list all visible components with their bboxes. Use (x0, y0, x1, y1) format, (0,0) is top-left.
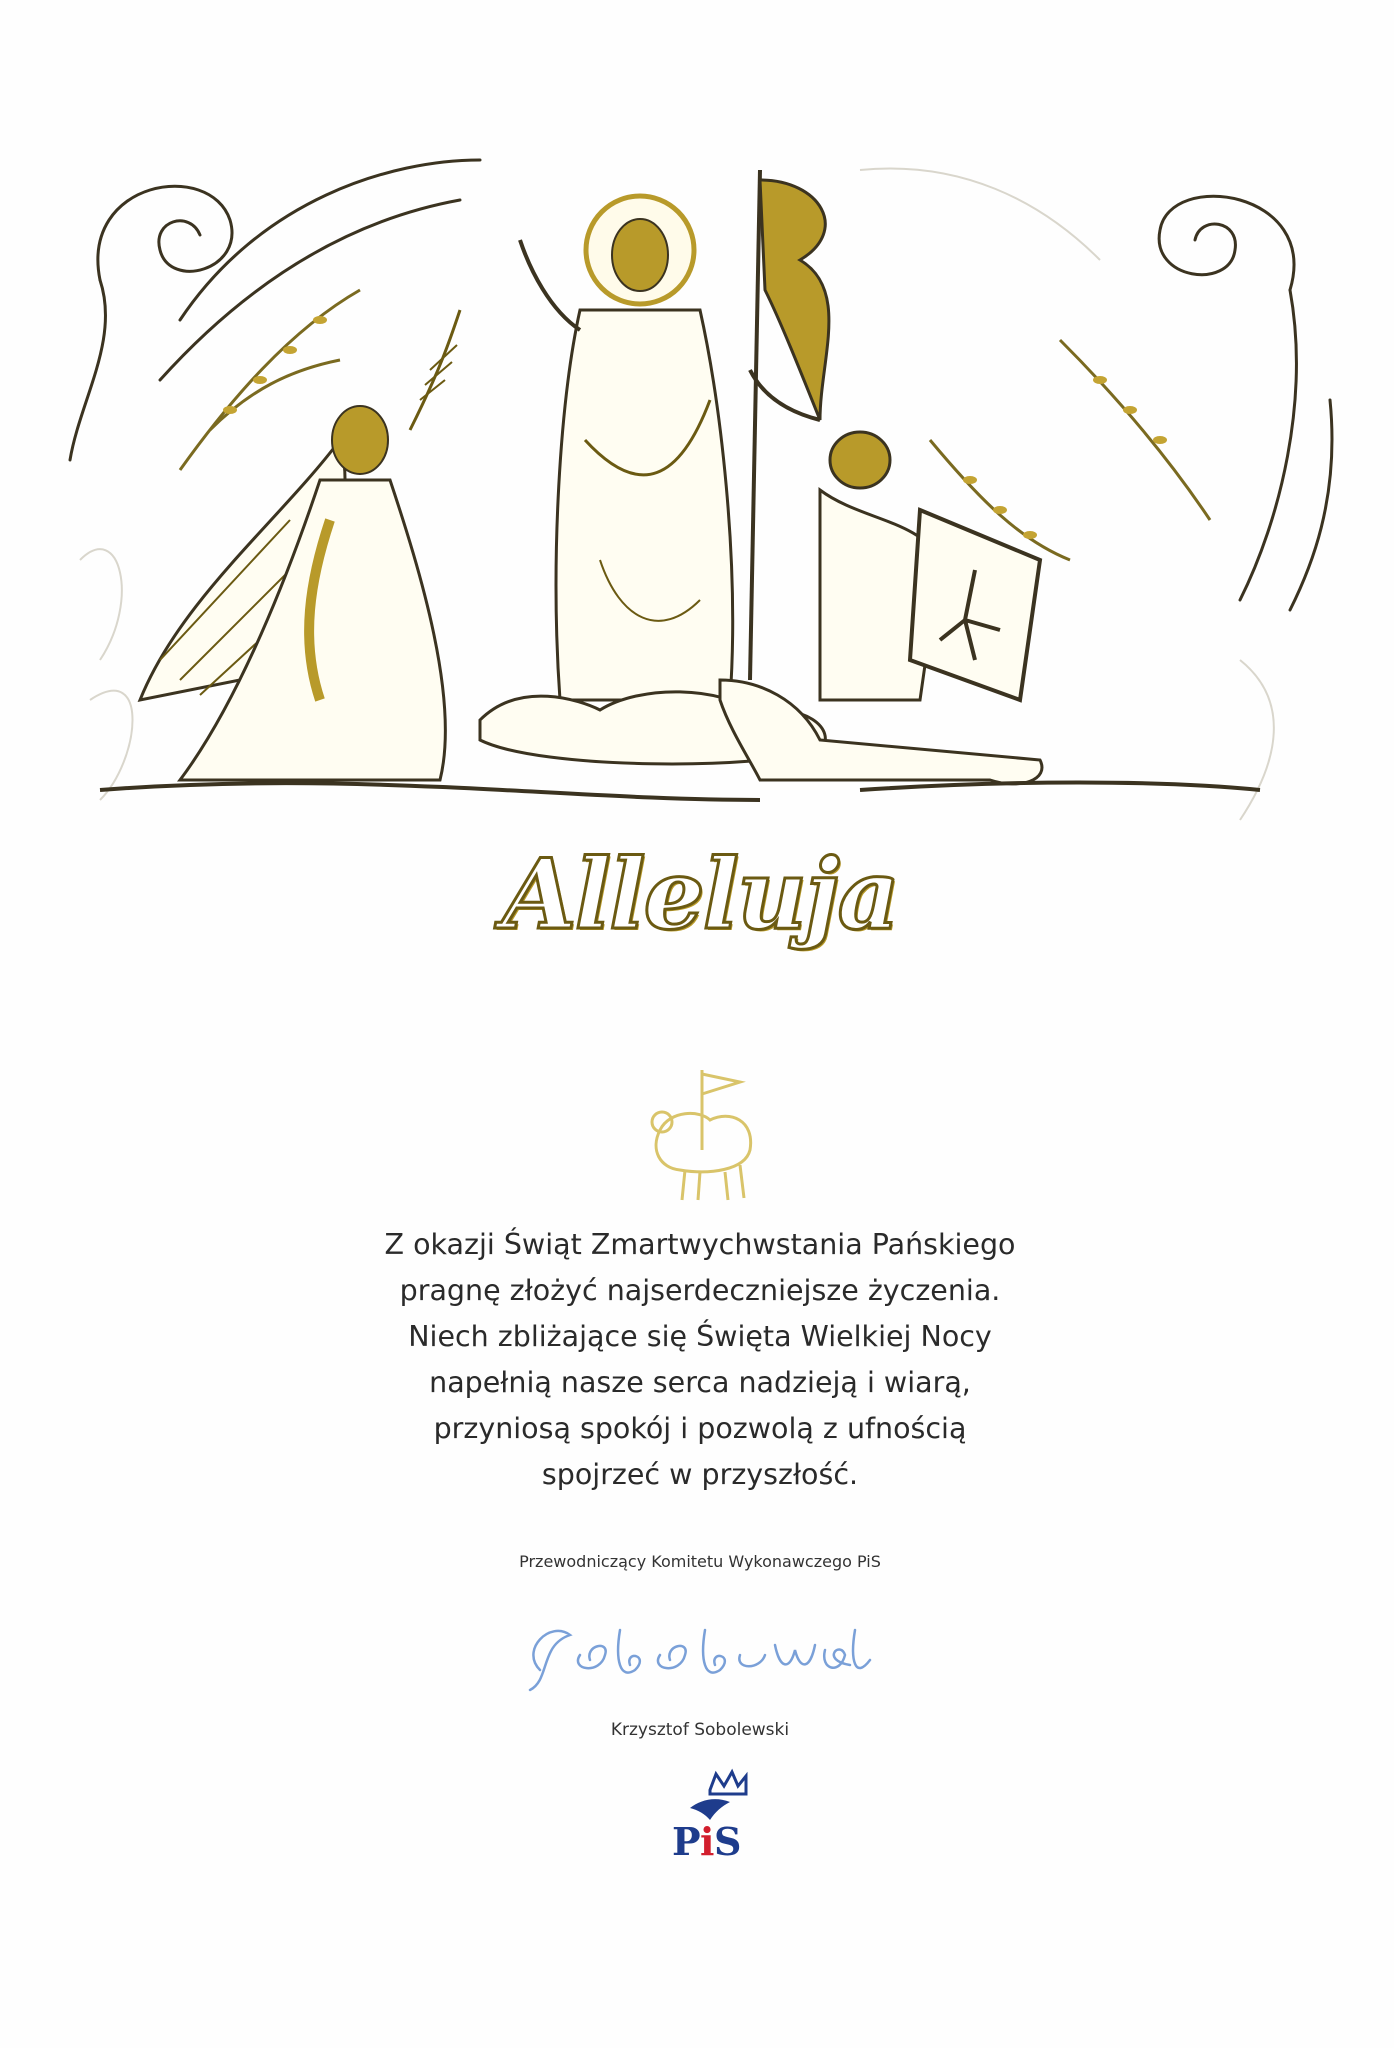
greeting-line: Z okazji Świąt Zmartwychwstania Pańskiego (384, 1228, 1016, 1261)
handwritten-signature (510, 1600, 890, 1710)
svg-text:S: S (714, 1819, 742, 1864)
svg-text:i: i (700, 1819, 715, 1864)
greeting-text (300, 1222, 1100, 1498)
svg-text:P: P (672, 1819, 701, 1864)
greeting-line: napełnią nasze serca nadzieją i wiarą, (429, 1366, 971, 1399)
greeting-line: spojrzeć w przyszłość. (541, 1458, 859, 1491)
pis-logo (660, 1760, 770, 1870)
headline-alleluja: Alleluja (502, 838, 898, 951)
greeting-line: pragnę złożyć najserdeczniejsze życzenia. (399, 1274, 1001, 1307)
greeting-line: Niech zbliżające się Święta Wielkiej Nocy (408, 1320, 992, 1353)
signer-role: Przewodniczący Komitetu Wykonawczego PiS (519, 1552, 881, 1571)
signer-name: Krzysztof Sobolewski (610, 1720, 790, 1740)
greeting-line: przyniosą spokój i pozwolą z ufnością (433, 1412, 967, 1445)
paschal-lamb-icon (640, 1060, 780, 1210)
